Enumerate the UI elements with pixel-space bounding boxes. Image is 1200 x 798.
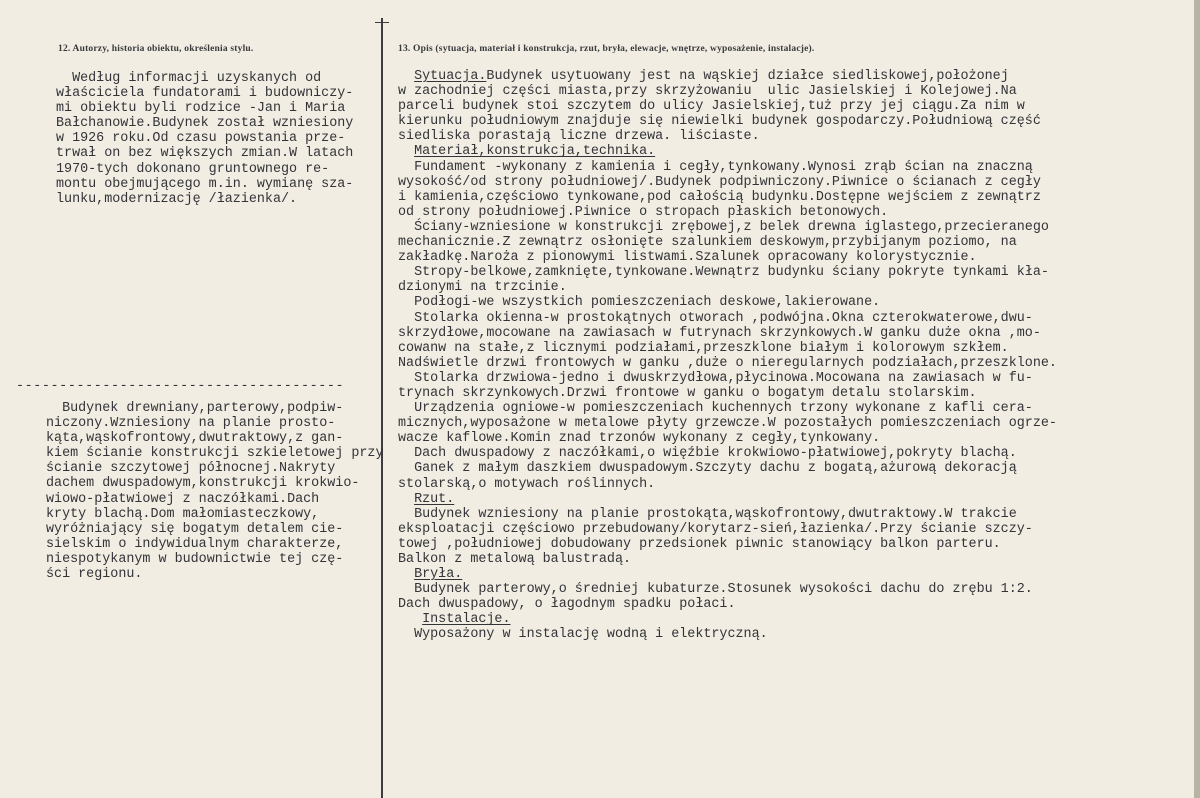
text-line: w 1926 roku.Od czasu powstania prze- (56, 131, 346, 147)
line-text: Ganek z małym daszkiem dwuspadowym.Szczyty dachu z bogatą,ażurową dekoracją (398, 461, 1017, 477)
line-text: Wyposażony w instalację wodną i elektryczną. (398, 627, 768, 643)
text-line: 1970-tych dokonano gruntownego re- (56, 161, 330, 177)
line-text: Dach dwuspadowy z naczółkami,o więźbie krokwiowo-płatwiowej,pokryty blachą. (398, 446, 1017, 462)
text-line (398, 280, 1057, 295)
text-line (398, 507, 1057, 522)
line-text: Podłogi-we wszystkich pomieszczeniach deskowe,lakierowane. (398, 295, 881, 311)
line-text: kierunku południowym znajduje się niewielki budynek gospodarczy.Południową część (398, 114, 1041, 130)
text-line (398, 295, 1057, 310)
text-line (398, 326, 1057, 341)
section-heading-line (398, 612, 1057, 627)
line-text: mechanicznie.Z zewnątrz osłonięte szalunkiem deskowym,przybijanym poziomo, na (398, 235, 1017, 251)
text-line: wyróżniający się bogatym detalem cie- (46, 521, 344, 537)
line-text: dzionymi na trzcinie. (398, 280, 567, 296)
text-line (398, 190, 1057, 205)
text-line: mi obiektu byli rodzice -Jan i Maria (56, 101, 346, 117)
line-text: Fundament -wykonany z kamienia i cegły,tynkowany.Wynosi zrąb ścian na znaczną (398, 159, 1033, 175)
section-heading-line (398, 492, 1057, 507)
text-line (398, 582, 1057, 597)
line-text: Balkon z metalową balustradą. (398, 552, 632, 567)
line-text: Urządzenia ogniowe-w pomieszczeniach kuchennych trzony wykonane z kafli cera- (398, 401, 1033, 417)
dashed-separator: -------------------------------------- (16, 379, 345, 394)
line-text: trynach skrzynkowych.Drzwi frontowe w ganku o bogatym detalu stolarskim. (398, 385, 977, 401)
line-text: Ściany-wzniesione w konstrukcji zrębowej,z belek drewna iglastego,przecieranego (398, 219, 1049, 235)
line-text: Dach dwuspadowy, o łagodnym spadku połaci. (398, 597, 736, 613)
text-line: montu obejmującego m.in. wymianę sza- (56, 176, 354, 192)
text-line (398, 627, 1057, 642)
section-heading: Bryła. (414, 567, 463, 583)
text-line: sielskim o indywidualnym charakterze, (46, 536, 344, 552)
text-line: ści regionu. (46, 567, 143, 583)
line-text: od strony południowej.Piwnice o stropach płaskich betonowych. (398, 204, 889, 220)
indent (398, 492, 414, 507)
text-line: wiowo-płatwiowej z naczółkami.Dach (46, 491, 320, 507)
text-line (398, 461, 1057, 476)
text-line (398, 356, 1057, 371)
text-line: kąta,wąskofrontowy,dwutraktowy,z gan- (46, 431, 344, 447)
indent (398, 144, 414, 159)
line-text: i kamienia,częściowo tynkowane,pod całością budynku.Dostępne wejściem z zewnątrz (398, 189, 1041, 205)
indent (398, 69, 414, 84)
description-text (398, 69, 1057, 643)
text-line (398, 265, 1057, 280)
indent (398, 567, 414, 582)
text-line: ścianie szczytowej północnej.Nakryty (46, 461, 336, 477)
text-line: dachem dwuspadowym,konstrukcji krokwio- (46, 476, 360, 492)
section-13-header: 13. Opis (sytuacja, materiał i konstrukcja, rzut, bryła, elewacje, wnętrze, wyposażenie, instalacje). (398, 44, 815, 54)
text-line (398, 552, 1057, 567)
divider-tick (375, 22, 389, 23)
line-text: cowanw na stałe,z licznymi podziałami,przeszklone białym i kolorowym szkłem. (398, 340, 1009, 356)
text-line: Bałchanowie.Budynek został wzniesiony (56, 116, 354, 132)
text-line (398, 250, 1057, 265)
section-heading-line (398, 567, 1057, 582)
line-text: towej ,południowej dobudowany przedsionek piwnic stanowiący balkon parteru. (398, 536, 1001, 552)
text-line (398, 401, 1057, 416)
section-heading: Rzut. (414, 491, 455, 507)
text-line (398, 160, 1057, 175)
text-line (398, 84, 1057, 99)
line-text: eksploatacji częściowo przebudowany/korytarz-sień,łazienka/.Przy ścianie szczy- (398, 521, 1033, 537)
line-text: Stolarka drzwiowa-jedno i dwuskrzydłowa,płycinowa.Mocowana na zawiasach w fu- (398, 370, 1033, 386)
line-text: Budynek parterowy,o średniej kubaturze.Stosunek wysokości dachu do zrębu 1:2. (398, 582, 1033, 598)
text-line (398, 175, 1057, 190)
line-text: Budynek wzniesiony na planie prostokąta,wąskofrontowy,dwutraktowy.W trakcie (398, 506, 1017, 522)
text-line: niespotykanym w budownictwie tej czę- (46, 551, 344, 567)
line-text: wysokość/od strony południowej/.Budynek podpiwniczony.Piwnice o ścianach z cegły (398, 174, 1041, 190)
section-heading-line (398, 69, 1057, 84)
section-heading: Instalacje. (422, 612, 511, 628)
line-text: zakładkę.Naroża z pionowymi listwami.Szalunek opracowany kolorystycznie. (398, 250, 977, 266)
text-line (398, 386, 1057, 401)
section-heading: Materiał,konstrukcja,technika. (414, 144, 656, 160)
section-heading: Sytuacja. (414, 69, 487, 84)
text-line: Według informacji uzyskanych od (56, 71, 322, 86)
line-text: stolarską,o motywach roślinnych. (398, 476, 656, 492)
line-text: micznych,wyposażone w metalowe płyty grzewcze.W pozostałych pomieszczeniach ogrze- (398, 416, 1057, 432)
text-line (398, 597, 1057, 612)
style-description-text (46, 401, 384, 582)
text-line (398, 129, 1057, 144)
line-text: Budynek usytuowany jest na wąskiej działce siedliskowej,położonej (486, 69, 1009, 84)
line-text: w zachodniej części miasta,przy skrzyżowaniu ulic Jasielskiej i Kolejowej.Na (398, 84, 1017, 100)
text-line: trwał on bez większych zmian.W latach (56, 146, 354, 162)
line-text: Stropy-belkowe,zamknięte,tynkowane.Wewnątrz budynku ściany pokryte tynkami kła- (398, 265, 1049, 281)
text-line (398, 114, 1057, 129)
text-line (398, 522, 1057, 537)
line-text: parceli budynek stoi szczytem do ulicy Jasielskiej,tuż przy jej ciągu.Za nim w (398, 99, 1025, 115)
text-line (398, 446, 1057, 461)
line-text: siedliska porastają liczne drzewa. liściaste. (398, 129, 760, 145)
text-line (398, 341, 1057, 356)
section-heading-line (398, 144, 1057, 159)
text-line (398, 477, 1057, 492)
section-12-header: 12. Autorzy, historia obiektu, określenia stylu. (58, 44, 254, 54)
page-edge (1194, 0, 1200, 798)
text-line (398, 431, 1057, 446)
text-line (398, 220, 1057, 235)
indent (398, 612, 422, 627)
line-text: skrzydłowe,mocowane na zawiasach w futrynach skrzynkowych.W ganku duże okna ,mo- (398, 325, 1041, 341)
text-line (398, 205, 1057, 220)
history-text (56, 71, 353, 207)
text-line (398, 311, 1057, 326)
line-text: Stolarka okienna-w prostokątnych otworach ,podwójna.Okna czterokwaterowe,dwu- (398, 310, 1033, 326)
text-line (398, 235, 1057, 250)
text-line: kiem ścianie konstrukcji szkieletowej przy (46, 446, 384, 462)
line-text: wacze kaflowe.Komin znad trzonów wykonany z cegły,tynkowany. (398, 431, 881, 447)
text-line: kryty blachą.Dom małomiasteczkowy, (46, 506, 320, 522)
text-line: niczony.Wzniesiony na planie prosto- (46, 416, 336, 432)
text-line (398, 371, 1057, 386)
text-line: Budynek drewniany,parterowy,podpiw- (46, 401, 344, 416)
text-line (398, 99, 1057, 114)
text-line (398, 537, 1057, 552)
text-line: lunku,modernizację /łazienka/. (56, 191, 298, 207)
line-text: Nadświetle drzwi frontowych w ganku ,duże o nieregularnych podziałach,przeszklone. (398, 355, 1057, 371)
text-line: właściciela fundatorami i budowniczy- (56, 86, 354, 102)
text-line (398, 416, 1057, 431)
